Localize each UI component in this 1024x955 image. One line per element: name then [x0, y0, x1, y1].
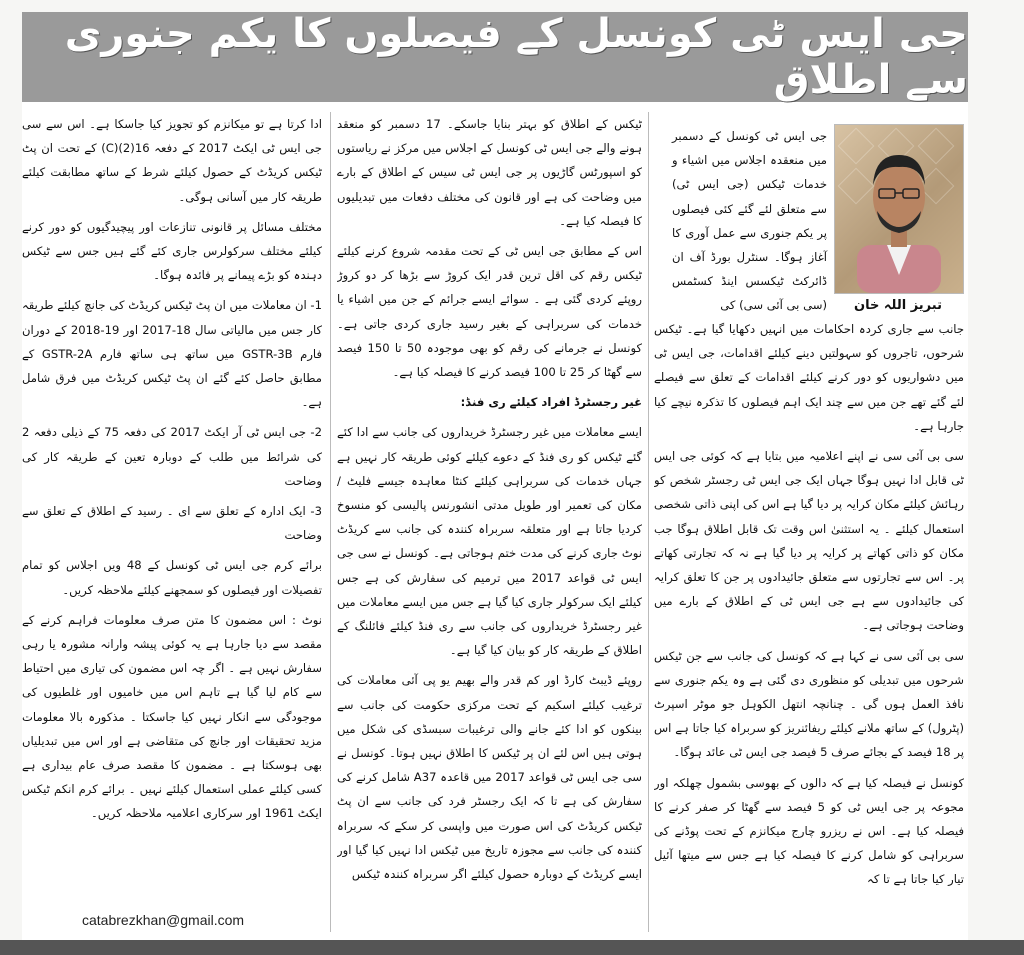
- headline-banner: [22, 12, 968, 102]
- paragraph: جانب سے جاری کردہ احکامات میں انہیں دکھایا گیا ہے۔ ٹیکس شرحوں، تاجروں کو سہولتیں دینے کیلئے اقدامات، جی ایس ٹی میں دشواریوں کو دور کرنے کیلئے اقدامات کے تعلق سے فیصلے لئے گئے تھے جن میں سے چند ایک اہم فیصلوں کا تذکرہ نیچے کیا جارہا ہے۔: [654, 322, 964, 433]
- column-middle: [337, 112, 642, 927]
- column-left: [22, 112, 322, 902]
- list-item: 3- ایک ادارہ کے تعلق سے ای ۔ رسید کے اطلاق کے تعلق سے وضاحت: [22, 504, 322, 543]
- paragraph: کونسل نے فیصلہ کیا ہے کہ دالوں کے بھوسی بشمول چھلکہ اور مجوعہ پر جی ایس ٹی کو 5 فیصد سے گھٹا کر صفر کرنے کا فیصلہ کیا ہے۔ اس نے ریزرو چارج میکانزم کے تحت پوڈنے کی سربراہی کو شامل کرنے کا فیصلہ کیا ہے جس سے میتھا آئیل تیار کیا جاتا ہے تا کہ: [654, 775, 964, 887]
- intro-paragraph: جی ایس ٹی کونسل کے دسمبر میں منعقدہ اجلاس میں اشیاء و خدمات ٹیکس (جی ایس ٹی) سے متعلق لئے گئے کئی فیصلوں پر یکم جنوری سے عمل آوری کا آغاز ہوگا۔ سنٹرل بورڈ آف ان ڈائرکٹ ٹیکسس اینڈ کسٹمس (سی بی آئی سی) کی: [672, 129, 827, 313]
- paragraph: ٹیکس کے اطلاق کو بہتر بنایا جاسکے۔ 17 دسمبر کو منعقد ہونے والے جی ایس ٹی کونسل کے اجلاس میں مرکز نے ریاستوں کو اسپورٹس گاڑیوں پر جی ایس ٹی سیس کے اطلاق کے بارے میں وضاحت کی ہے اور قانون کی مختلف دفعات میں تبدیلیوں کا فیصلہ کیا ہے۔: [337, 117, 642, 228]
- paragraph: برائے کرم جی ایس ٹی کونسل کے 48 ویں اجلاس کو تمام تفصیلات اور فیصلوں کو سمجھنے کیلئے ملاحظہ کریں۔: [22, 558, 322, 597]
- paragraph: ایسے معاملات میں غیر رجسٹرڈ خریداروں کی جانب سے ادا کئے گئے ٹیکس کو ری فنڈ کے دعوے کیلئے کوئی طریقہ کار نہیں ہے جہاں خدمات کی سربراہی کیلئے کنٹا معاہدہ جیسے فلیٹ / مکان کی تعمیر اور طویل مدتی انشورنس پالیسی کو منسوخ کردیا جاتا ہے اور متعلقہ سربراہ کنندہ کی جانب سے کریڈٹ نوٹ جاری کرنے کی مدت ختم ہوجاتی ہے۔ کونسل نے سی جی ایس ٹی قواعد 2017 میں ترمیم کی سفارش کی ہے جس کیلئے ایک سرکولر جاری کیا گیا ہے جس میں ایسے معاملات میں غیر رجسٹرڈ خریداروں کی جانب سے ری فنڈ کیلئے فائلنگ کے اطلاق کے طریقہ کار کو بیان کیا گیا ہے۔: [337, 425, 642, 658]
- column-right: [654, 317, 964, 927]
- subheading: غیر رجسٹرڈ افراد کیلئے ری فنڈ:: [460, 395, 642, 410]
- author-name: تبریز اللہ خان: [854, 298, 942, 313]
- disclaimer-note: نوٹ : اس مضمون کا متن صرف معلومات فراہم کرنے کے مقصد سے دیا جارہا ہے یہ کوئی پیشہ وارانہ مشورہ یا رہی سفارش نہیں ہے ۔ اگر چہ اس مضمون کی تیاری میں احتیاط سے کام لیا گیا ہے تاہم اس میں خامیوں اور غلطیوں کی موجودگی سے انکار نہیں کیا جاسکتا ۔ مذکورہ بالا معلومات مزید تحقیقات اور جانچ کی متقاضی ہے اور اس میں تبدیلیاں بھی ہوسکتا ہے ۔ مضمون کا مقصد صرف عام بیداری ہے کسی کیلئے عملی استعمال کیلئے نہیں ۔ برائے کرم انکم ٹیکس ایکٹ 1961 اور سرکاری اعلامیہ ملاحظہ کریں۔: [22, 612, 322, 821]
- newspaper-page: [22, 12, 968, 940]
- author-photo: [834, 124, 964, 294]
- list-item: 1- ان معاملات میں ان پٹ ٹیکس کریڈٹ کی جانچ کیلئے طریقہ کار جس میں مالیاتی سال 18-2017 اور 19-2018 کے دوران فارم GSTR-3B میں ساتھ ہی ساتھ فارم GSTR-2A کے مطابق حاصل کئے گئے ان پٹ ٹیکس کریڈٹ میں فرق شامل ہے۔: [22, 298, 322, 410]
- author-email: catabrezkhan@gmail.com: [82, 912, 245, 928]
- paragraph: روپئے ڈیبٹ کارڈ اور کم قدر والے بھیم یو پی آئی معاملات کی ترغیب کیلئے اسکیم کے تحت مرکزی حکومت کی جانب سے بینکوں کو ادا کئے جانے والی ترغیبات سبسڈی کی شکل میں ہوتی ہیں اس لئے ان پر ٹیکس کا اطلاق نہیں ہوتا۔ کونسل نے سی جی ایس ٹی قواعد 2017 میں قاعدہ A37 شامل کرنے کی سفارش کی ہے تا کہ ایک رجسٹر فرد کی جانب سے ان پٹ ٹیکس کریڈٹ کی اس صورت میں واپسی کر سکے کہ سربراہ کنندہ کی جانب سے مجوزہ تاریخ میں ٹیکس ادا نہیں کیا گیا اور ایسے کریڈٹ کے دوبارہ حصول کیلئے اگر سربراہ کنندہ ٹیکس: [337, 673, 642, 882]
- paragraph: سی بی آئی سی نے کہا ہے کہ کونسل کی جانب سے جن ٹیکس شرحوں میں تبدیلی کو منظوری دی گئی ہے وہ یکم جنوری سے نافذ العمل ہوں گی ۔ چنانچہ انتھل الکوہل جو موٹر اسپرٹ (پٹرول) کے ساتھ ملانے کیلئے ریفائنریز کو سربراہ کیا جاتا ہے اس پر 18 فیصد کے بجائے صرف 5 فیصد جی ایس ٹی عائد ہوگا۔: [654, 648, 964, 760]
- headline: جی ایس ٹی کونسل کے فیصلوں کا یکم جنوری سے اطلاق: [64, 11, 968, 103]
- paragraph: مختلف مسائل پر قانونی تنازعات اور پیچیدگیوں کو دور کرنے کیلئے مختلف سرکولرس جاری کئے گئے ہیں جس سے ٹیکس دہندہ کو بڑے پیمانے پر فائدہ ہوگا۔: [22, 219, 322, 283]
- paragraph: سی بی آئی سی نے اپنے اعلامیہ میں بتایا ہے کہ کوئی جی ایس ٹی قابل ادا نہیں ہوگا جہاں ایک جی ایس ٹی رجسٹر شخص کو رہائش کیلئے مکان کرایہ پر دیا گیا ہے اس کی اپنی ذاتی شخصی استعمال کیلئے ۔ یہ استثنیٰ اس وقت تک قابل اطلاق ہوگا جب مکان کو ذاتی کھاتے پر کرایہ پر دیا گیا ہے نہ کہ تجارتی کھاتے پر۔ اس سے تجارتوں سے متعلق جائیدادوں پر جن کا تعلق کرایہ کی جائیدادوں سے ہے جی ایس ٹی کے اطلاق کے بارے میں وضاحت ہوجاتی ہے۔: [654, 449, 964, 633]
- paragraph: اس کے مطابق جی ایس ٹی کے تحت مقدمہ شروع کرنے کیلئے ٹیکس رقم کی اقل ترین قدر ایک کروڑ سے بڑھا کر دو کروڑ روپئے کردی گئی ہے ۔ سوائے ایسے جرائم کے جن میں اشیاء یا خدمات کی سربراہی کے بغیر رسید جاری کردی جاتی ہے۔ کونسل نے جرمانے کی رقم کو بھی موجودہ 50 تا 150 فیصد سے گھٹا کر 25 تا 100 فیصد کرنے کا فیصلہ کیا ہے۔: [337, 244, 642, 380]
- bottom-bar: [0, 940, 1024, 955]
- column-divider: [648, 112, 649, 932]
- list-item: 2- جی ایس ٹی آر ایکٹ 2017 کی دفعہ 75 کے ذیلی دفعہ 2 کی شرائط میں طلب کے دوبارہ تعین کے طریقہ کار کی وضاحت: [22, 425, 322, 488]
- paragraph: ادا کرتا ہے تو میکانزم کو تجویز کیا جاسکا ہے۔ اس سے سی جی ایس ٹی ایکٹ 2017 کے دفعہ 16(2)(C) کے تحت ان پٹ ٹیکس کریڈٹ کے حصول کیلئے شرط کے ساتھ مطابقت کیلئے طریقہ کار میں آسانی ہوگی۔: [22, 117, 322, 204]
- column-divider: [330, 112, 331, 932]
